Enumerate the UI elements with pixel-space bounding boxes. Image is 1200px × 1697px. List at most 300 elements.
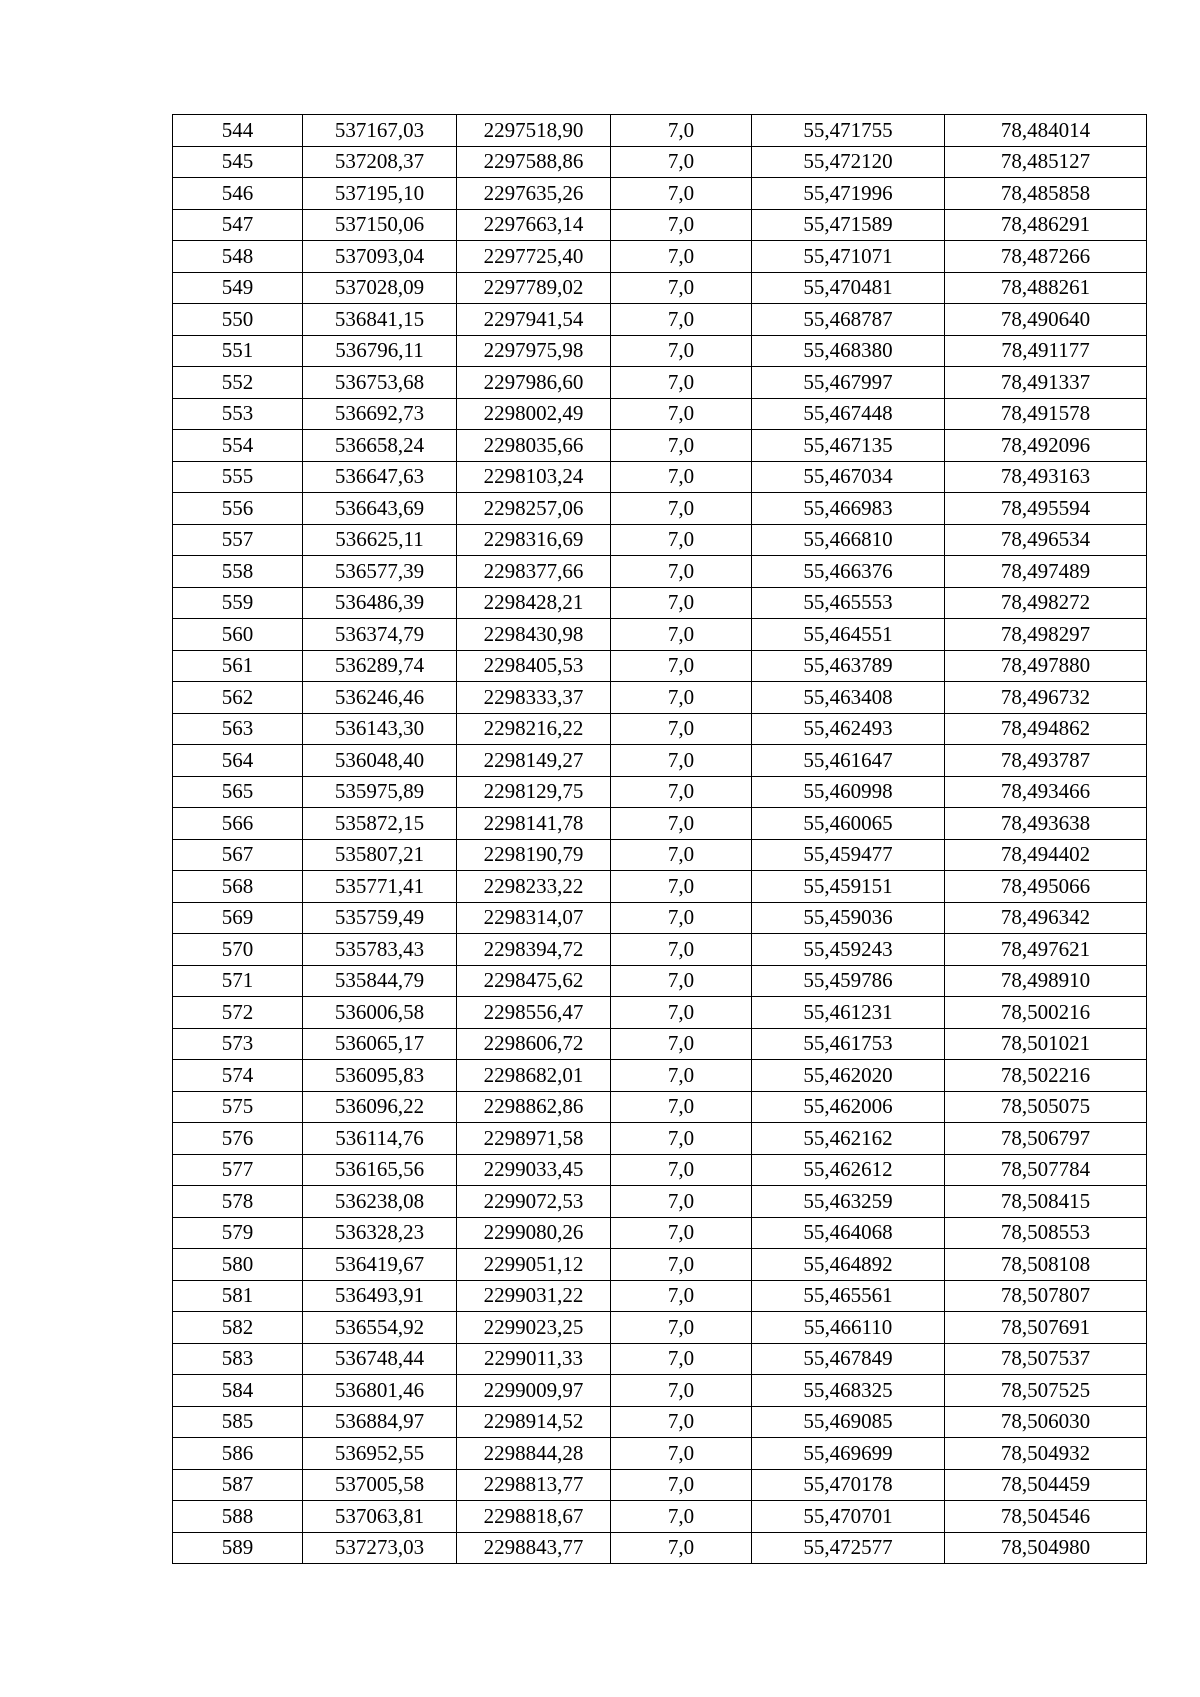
latitude-cell: 55,462493 — [752, 713, 945, 745]
coordinates-table-body — [173, 115, 1147, 1564]
y-coordinate-cell: 2297725,40 — [457, 241, 611, 273]
x-coordinate-cell: 536554,92 — [303, 1312, 457, 1344]
point-number-cell: 583 — [173, 1343, 303, 1375]
error-cell: 7,0 — [611, 430, 752, 462]
longitude-cell: 78,497489 — [945, 556, 1147, 588]
longitude-cell: 78,501021 — [945, 1028, 1147, 1060]
latitude-cell: 55,464551 — [752, 619, 945, 651]
x-coordinate-cell: 536143,30 — [303, 713, 457, 745]
latitude-cell: 55,467448 — [752, 398, 945, 430]
y-coordinate-cell: 2298818,67 — [457, 1501, 611, 1533]
table-row — [173, 524, 1147, 556]
latitude-cell: 55,459243 — [752, 934, 945, 966]
point-number-cell: 556 — [173, 493, 303, 525]
y-coordinate-cell: 2298394,72 — [457, 934, 611, 966]
x-coordinate-cell: 536289,74 — [303, 650, 457, 682]
table-row — [173, 808, 1147, 840]
error-cell: 7,0 — [611, 839, 752, 871]
latitude-cell: 55,467034 — [752, 461, 945, 493]
error-cell: 7,0 — [611, 871, 752, 903]
x-coordinate-cell: 536374,79 — [303, 619, 457, 651]
latitude-cell: 55,466983 — [752, 493, 945, 525]
latitude-cell: 55,464068 — [752, 1217, 945, 1249]
point-number-cell: 582 — [173, 1312, 303, 1344]
longitude-cell: 78,494402 — [945, 839, 1147, 871]
error-cell: 7,0 — [611, 1186, 752, 1218]
y-coordinate-cell: 2298129,75 — [457, 776, 611, 808]
longitude-cell: 78,508553 — [945, 1217, 1147, 1249]
table-row — [173, 839, 1147, 871]
error-cell: 7,0 — [611, 1217, 752, 1249]
latitude-cell: 55,465561 — [752, 1280, 945, 1312]
y-coordinate-cell: 2298216,22 — [457, 713, 611, 745]
longitude-cell: 78,506030 — [945, 1406, 1147, 1438]
point-number-cell: 552 — [173, 367, 303, 399]
table-row — [173, 272, 1147, 304]
table-row — [173, 1501, 1147, 1533]
x-coordinate-cell: 536692,73 — [303, 398, 457, 430]
table-row — [173, 398, 1147, 430]
table-row — [173, 461, 1147, 493]
longitude-cell: 78,495594 — [945, 493, 1147, 525]
table-row — [173, 241, 1147, 273]
table-row — [173, 871, 1147, 903]
latitude-cell: 55,464892 — [752, 1249, 945, 1281]
x-coordinate-cell: 537208,37 — [303, 146, 457, 178]
longitude-cell: 78,494862 — [945, 713, 1147, 745]
point-number-cell: 550 — [173, 304, 303, 336]
x-coordinate-cell: 537195,10 — [303, 178, 457, 210]
latitude-cell: 55,471996 — [752, 178, 945, 210]
point-number-cell: 564 — [173, 745, 303, 777]
point-number-cell: 588 — [173, 1501, 303, 1533]
table-row — [173, 556, 1147, 588]
error-cell: 7,0 — [611, 556, 752, 588]
x-coordinate-cell: 536114,76 — [303, 1123, 457, 1155]
error-cell: 7,0 — [611, 1501, 752, 1533]
y-coordinate-cell: 2297975,98 — [457, 335, 611, 367]
point-number-cell: 576 — [173, 1123, 303, 1155]
x-coordinate-cell: 536647,63 — [303, 461, 457, 493]
error-cell: 7,0 — [611, 650, 752, 682]
y-coordinate-cell: 2298103,24 — [457, 461, 611, 493]
error-cell: 7,0 — [611, 493, 752, 525]
point-number-cell: 575 — [173, 1091, 303, 1123]
latitude-cell: 55,460998 — [752, 776, 945, 808]
latitude-cell: 55,469699 — [752, 1438, 945, 1470]
latitude-cell: 55,459151 — [752, 871, 945, 903]
latitude-cell: 55,471755 — [752, 115, 945, 147]
latitude-cell: 55,471589 — [752, 209, 945, 241]
point-number-cell: 572 — [173, 997, 303, 1029]
longitude-cell: 78,485858 — [945, 178, 1147, 210]
error-cell: 7,0 — [611, 1028, 752, 1060]
table-row — [173, 1123, 1147, 1155]
longitude-cell: 78,492096 — [945, 430, 1147, 462]
latitude-cell: 55,469085 — [752, 1406, 945, 1438]
x-coordinate-cell: 535872,15 — [303, 808, 457, 840]
latitude-cell: 55,467849 — [752, 1343, 945, 1375]
point-number-cell: 549 — [173, 272, 303, 304]
x-coordinate-cell: 536625,11 — [303, 524, 457, 556]
longitude-cell: 78,507691 — [945, 1312, 1147, 1344]
point-number-cell: 580 — [173, 1249, 303, 1281]
y-coordinate-cell: 2298556,47 — [457, 997, 611, 1029]
longitude-cell: 78,496342 — [945, 902, 1147, 934]
longitude-cell: 78,493638 — [945, 808, 1147, 840]
x-coordinate-cell: 536884,97 — [303, 1406, 457, 1438]
longitude-cell: 78,493466 — [945, 776, 1147, 808]
y-coordinate-cell: 2298971,58 — [457, 1123, 611, 1155]
error-cell: 7,0 — [611, 997, 752, 1029]
x-coordinate-cell: 537028,09 — [303, 272, 457, 304]
latitude-cell: 55,467135 — [752, 430, 945, 462]
x-coordinate-cell: 535975,89 — [303, 776, 457, 808]
table-row — [173, 745, 1147, 777]
latitude-cell: 55,459036 — [752, 902, 945, 934]
longitude-cell: 78,493787 — [945, 745, 1147, 777]
point-number-cell: 551 — [173, 335, 303, 367]
table-row — [173, 304, 1147, 336]
error-cell: 7,0 — [611, 682, 752, 714]
latitude-cell: 55,466810 — [752, 524, 945, 556]
y-coordinate-cell: 2297588,86 — [457, 146, 611, 178]
x-coordinate-cell: 536328,23 — [303, 1217, 457, 1249]
table-row — [173, 1060, 1147, 1092]
longitude-cell: 78,498910 — [945, 965, 1147, 997]
table-row — [173, 713, 1147, 745]
y-coordinate-cell: 2299033,45 — [457, 1154, 611, 1186]
longitude-cell: 78,485127 — [945, 146, 1147, 178]
longitude-cell: 78,498297 — [945, 619, 1147, 651]
x-coordinate-cell: 536753,68 — [303, 367, 457, 399]
y-coordinate-cell: 2298843,77 — [457, 1532, 611, 1564]
point-number-cell: 559 — [173, 587, 303, 619]
latitude-cell: 55,468380 — [752, 335, 945, 367]
point-number-cell: 560 — [173, 619, 303, 651]
longitude-cell: 78,498272 — [945, 587, 1147, 619]
error-cell: 7,0 — [611, 178, 752, 210]
point-number-cell: 547 — [173, 209, 303, 241]
point-number-cell: 571 — [173, 965, 303, 997]
latitude-cell: 55,462020 — [752, 1060, 945, 1092]
y-coordinate-cell: 2299009,97 — [457, 1375, 611, 1407]
error-cell: 7,0 — [611, 241, 752, 273]
x-coordinate-cell: 536065,17 — [303, 1028, 457, 1060]
error-cell: 7,0 — [611, 619, 752, 651]
x-coordinate-cell: 536165,56 — [303, 1154, 457, 1186]
x-coordinate-cell: 536246,46 — [303, 682, 457, 714]
table-row — [173, 1532, 1147, 1564]
error-cell: 7,0 — [611, 1280, 752, 1312]
point-number-cell: 584 — [173, 1375, 303, 1407]
x-coordinate-cell: 536419,67 — [303, 1249, 457, 1281]
error-cell: 7,0 — [611, 461, 752, 493]
table-row — [173, 776, 1147, 808]
longitude-cell: 78,507807 — [945, 1280, 1147, 1312]
table-row — [173, 1343, 1147, 1375]
point-number-cell: 562 — [173, 682, 303, 714]
y-coordinate-cell: 2297635,26 — [457, 178, 611, 210]
table-row — [173, 1217, 1147, 1249]
error-cell: 7,0 — [611, 1123, 752, 1155]
point-number-cell: 570 — [173, 934, 303, 966]
point-number-cell: 557 — [173, 524, 303, 556]
table-row — [173, 997, 1147, 1029]
latitude-cell: 55,463789 — [752, 650, 945, 682]
y-coordinate-cell: 2297986,60 — [457, 367, 611, 399]
longitude-cell: 78,491337 — [945, 367, 1147, 399]
latitude-cell: 55,472577 — [752, 1532, 945, 1564]
latitude-cell: 55,463408 — [752, 682, 945, 714]
x-coordinate-cell: 536493,91 — [303, 1280, 457, 1312]
error-cell: 7,0 — [611, 776, 752, 808]
point-number-cell: 586 — [173, 1438, 303, 1470]
error-cell: 7,0 — [611, 115, 752, 147]
longitude-cell: 78,487266 — [945, 241, 1147, 273]
y-coordinate-cell: 2298813,77 — [457, 1469, 611, 1501]
latitude-cell: 55,461647 — [752, 745, 945, 777]
x-coordinate-cell: 537273,03 — [303, 1532, 457, 1564]
latitude-cell: 55,462162 — [752, 1123, 945, 1155]
error-cell: 7,0 — [611, 745, 752, 777]
latitude-cell: 55,468325 — [752, 1375, 945, 1407]
point-number-cell: 573 — [173, 1028, 303, 1060]
point-number-cell: 589 — [173, 1532, 303, 1564]
error-cell: 7,0 — [611, 965, 752, 997]
x-coordinate-cell: 537150,06 — [303, 209, 457, 241]
longitude-cell: 78,507525 — [945, 1375, 1147, 1407]
latitude-cell: 55,471071 — [752, 241, 945, 273]
error-cell: 7,0 — [611, 1375, 752, 1407]
table-row — [173, 115, 1147, 147]
y-coordinate-cell: 2298035,66 — [457, 430, 611, 462]
error-cell: 7,0 — [611, 587, 752, 619]
x-coordinate-cell: 536238,08 — [303, 1186, 457, 1218]
x-coordinate-cell: 536096,22 — [303, 1091, 457, 1123]
table-row — [173, 1091, 1147, 1123]
x-coordinate-cell: 536952,55 — [303, 1438, 457, 1470]
longitude-cell: 78,491578 — [945, 398, 1147, 430]
y-coordinate-cell: 2298316,69 — [457, 524, 611, 556]
longitude-cell: 78,500216 — [945, 997, 1147, 1029]
y-coordinate-cell: 2299051,12 — [457, 1249, 611, 1281]
table-row — [173, 1249, 1147, 1281]
y-coordinate-cell: 2298149,27 — [457, 745, 611, 777]
longitude-cell: 78,484014 — [945, 115, 1147, 147]
latitude-cell: 55,461753 — [752, 1028, 945, 1060]
longitude-cell: 78,504459 — [945, 1469, 1147, 1501]
error-cell: 7,0 — [611, 808, 752, 840]
table-row — [173, 934, 1147, 966]
table-row — [173, 682, 1147, 714]
table-row — [173, 209, 1147, 241]
longitude-cell: 78,505075 — [945, 1091, 1147, 1123]
x-coordinate-cell: 536748,44 — [303, 1343, 457, 1375]
error-cell: 7,0 — [611, 1532, 752, 1564]
longitude-cell: 78,497621 — [945, 934, 1147, 966]
y-coordinate-cell: 2298377,66 — [457, 556, 611, 588]
error-cell: 7,0 — [611, 1249, 752, 1281]
error-cell: 7,0 — [611, 1091, 752, 1123]
latitude-cell: 55,465553 — [752, 587, 945, 619]
x-coordinate-cell: 536006,58 — [303, 997, 457, 1029]
latitude-cell: 55,467997 — [752, 367, 945, 399]
x-coordinate-cell: 536095,83 — [303, 1060, 457, 1092]
x-coordinate-cell: 536577,39 — [303, 556, 457, 588]
x-coordinate-cell: 536658,24 — [303, 430, 457, 462]
y-coordinate-cell: 2298475,62 — [457, 965, 611, 997]
longitude-cell: 78,502216 — [945, 1060, 1147, 1092]
longitude-cell: 78,508108 — [945, 1249, 1147, 1281]
error-cell: 7,0 — [611, 272, 752, 304]
y-coordinate-cell: 2298141,78 — [457, 808, 611, 840]
y-coordinate-cell: 2298914,52 — [457, 1406, 611, 1438]
longitude-cell: 78,496732 — [945, 682, 1147, 714]
latitude-cell: 55,470701 — [752, 1501, 945, 1533]
point-number-cell: 544 — [173, 115, 303, 147]
point-number-cell: 553 — [173, 398, 303, 430]
table-row — [173, 587, 1147, 619]
error-cell: 7,0 — [611, 304, 752, 336]
table-row — [173, 146, 1147, 178]
longitude-cell: 78,490640 — [945, 304, 1147, 336]
y-coordinate-cell: 2298233,22 — [457, 871, 611, 903]
longitude-cell: 78,504980 — [945, 1532, 1147, 1564]
y-coordinate-cell: 2297518,90 — [457, 115, 611, 147]
error-cell: 7,0 — [611, 713, 752, 745]
error-cell: 7,0 — [611, 1343, 752, 1375]
x-coordinate-cell: 536841,15 — [303, 304, 457, 336]
x-coordinate-cell: 537005,58 — [303, 1469, 457, 1501]
table-row — [173, 650, 1147, 682]
longitude-cell: 78,491177 — [945, 335, 1147, 367]
error-cell: 7,0 — [611, 1312, 752, 1344]
latitude-cell: 55,459786 — [752, 965, 945, 997]
error-cell: 7,0 — [611, 934, 752, 966]
point-number-cell: 566 — [173, 808, 303, 840]
point-number-cell: 545 — [173, 146, 303, 178]
point-number-cell: 585 — [173, 1406, 303, 1438]
y-coordinate-cell: 2299072,53 — [457, 1186, 611, 1218]
table-row — [173, 1280, 1147, 1312]
y-coordinate-cell: 2298405,53 — [457, 650, 611, 682]
y-coordinate-cell: 2298314,07 — [457, 902, 611, 934]
latitude-cell: 55,468787 — [752, 304, 945, 336]
y-coordinate-cell: 2299031,22 — [457, 1280, 611, 1312]
longitude-cell: 78,488261 — [945, 272, 1147, 304]
table-row — [173, 965, 1147, 997]
error-cell: 7,0 — [611, 902, 752, 934]
error-cell: 7,0 — [611, 524, 752, 556]
table-row — [173, 1469, 1147, 1501]
point-number-cell: 569 — [173, 902, 303, 934]
point-number-cell: 574 — [173, 1060, 303, 1092]
x-coordinate-cell: 537063,81 — [303, 1501, 457, 1533]
longitude-cell: 78,486291 — [945, 209, 1147, 241]
point-number-cell: 579 — [173, 1217, 303, 1249]
point-number-cell: 546 — [173, 178, 303, 210]
x-coordinate-cell: 537093,04 — [303, 241, 457, 273]
point-number-cell: 563 — [173, 713, 303, 745]
x-coordinate-cell: 536486,39 — [303, 587, 457, 619]
table-row — [173, 1154, 1147, 1186]
latitude-cell: 55,460065 — [752, 808, 945, 840]
table-row — [173, 902, 1147, 934]
x-coordinate-cell: 535844,79 — [303, 965, 457, 997]
y-coordinate-cell: 2298190,79 — [457, 839, 611, 871]
y-coordinate-cell: 2298862,86 — [457, 1091, 611, 1123]
error-cell: 7,0 — [611, 209, 752, 241]
error-cell: 7,0 — [611, 146, 752, 178]
longitude-cell: 78,495066 — [945, 871, 1147, 903]
x-coordinate-cell: 537167,03 — [303, 115, 457, 147]
y-coordinate-cell: 2299023,25 — [457, 1312, 611, 1344]
table-row — [173, 1028, 1147, 1060]
longitude-cell: 78,508415 — [945, 1186, 1147, 1218]
table-row — [173, 1312, 1147, 1344]
y-coordinate-cell: 2298428,21 — [457, 587, 611, 619]
longitude-cell: 78,504932 — [945, 1438, 1147, 1470]
y-coordinate-cell: 2298257,06 — [457, 493, 611, 525]
table-row — [173, 335, 1147, 367]
y-coordinate-cell: 2298333,37 — [457, 682, 611, 714]
coordinates-table — [172, 114, 1147, 1564]
y-coordinate-cell: 2298844,28 — [457, 1438, 611, 1470]
latitude-cell: 55,462612 — [752, 1154, 945, 1186]
latitude-cell: 55,463259 — [752, 1186, 945, 1218]
x-coordinate-cell: 535807,21 — [303, 839, 457, 871]
x-coordinate-cell: 536048,40 — [303, 745, 457, 777]
longitude-cell: 78,497880 — [945, 650, 1147, 682]
longitude-cell: 78,496534 — [945, 524, 1147, 556]
y-coordinate-cell: 2298002,49 — [457, 398, 611, 430]
longitude-cell: 78,507537 — [945, 1343, 1147, 1375]
y-coordinate-cell: 2298682,01 — [457, 1060, 611, 1092]
longitude-cell: 78,507784 — [945, 1154, 1147, 1186]
table-row — [173, 1375, 1147, 1407]
point-number-cell: 548 — [173, 241, 303, 273]
error-cell: 7,0 — [611, 1438, 752, 1470]
point-number-cell: 565 — [173, 776, 303, 808]
point-number-cell: 577 — [173, 1154, 303, 1186]
point-number-cell: 554 — [173, 430, 303, 462]
latitude-cell: 55,466376 — [752, 556, 945, 588]
error-cell: 7,0 — [611, 1060, 752, 1092]
error-cell: 7,0 — [611, 1154, 752, 1186]
latitude-cell: 55,466110 — [752, 1312, 945, 1344]
point-number-cell: 587 — [173, 1469, 303, 1501]
error-cell: 7,0 — [611, 1406, 752, 1438]
point-number-cell: 567 — [173, 839, 303, 871]
y-coordinate-cell: 2299011,33 — [457, 1343, 611, 1375]
latitude-cell: 55,472120 — [752, 146, 945, 178]
latitude-cell: 55,461231 — [752, 997, 945, 1029]
table-row — [173, 367, 1147, 399]
x-coordinate-cell: 535759,49 — [303, 902, 457, 934]
table-row — [173, 430, 1147, 462]
table-row — [173, 493, 1147, 525]
table-row — [173, 178, 1147, 210]
x-coordinate-cell: 536643,69 — [303, 493, 457, 525]
error-cell: 7,0 — [611, 335, 752, 367]
longitude-cell: 78,506797 — [945, 1123, 1147, 1155]
y-coordinate-cell: 2297789,02 — [457, 272, 611, 304]
x-coordinate-cell: 535783,43 — [303, 934, 457, 966]
y-coordinate-cell: 2298606,72 — [457, 1028, 611, 1060]
error-cell: 7,0 — [611, 367, 752, 399]
y-coordinate-cell: 2297663,14 — [457, 209, 611, 241]
